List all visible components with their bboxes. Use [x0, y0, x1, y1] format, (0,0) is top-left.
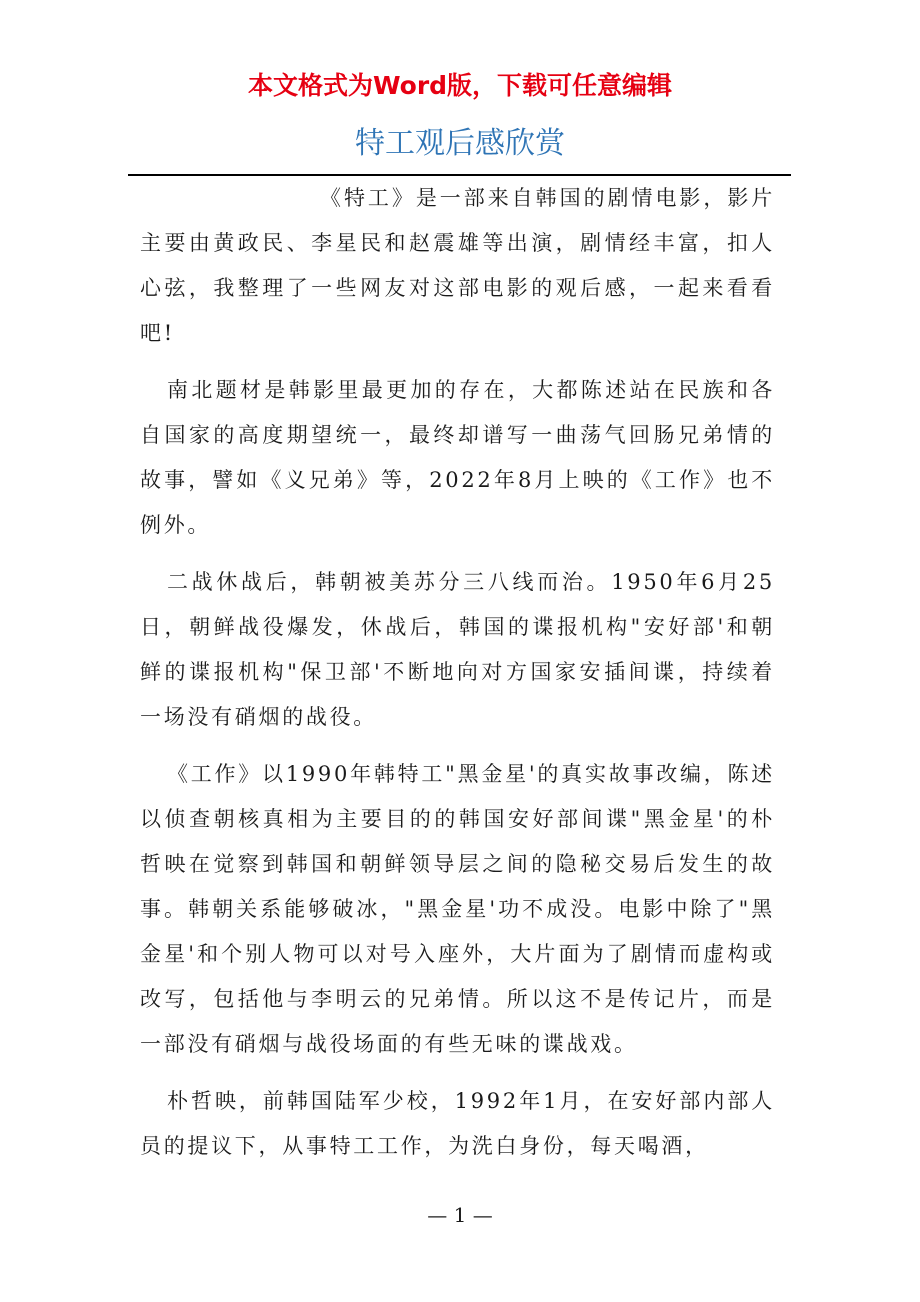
page-number: — 1 — — [427, 1203, 493, 1227]
page-title: 特工观后感欣赏 — [355, 126, 565, 161]
format-notice-banner: 本文格式为Word版，下载可任意编辑 — [247, 71, 673, 100]
article-body — [140, 176, 775, 1186]
paragraph-intro: 《特工》是一部来自韩国的剧情电影，影片主要由黄政民、李星民和赵震雄等出演，剧情经丰富，扣人心弦，我整理了一些网友对这部电影的观后感，一起来看看吧! — [140, 186, 775, 345]
paragraph-theme: 南北题材是韩影里最更加的存在，大都陈述站在民族和各自国家的高度期望统一，最终却谱写一曲荡气回肠兄弟情的故事，譬如《义兄弟》等，2022年8月上映的《工作》也不例外。 — [140, 378, 775, 537]
paragraph-plot: 《工作》以1990年韩特工"黑金星'的真实故事改编，陈述以侦查朝核真相为主要目的的韩国安好部间谍"黑金星'的朴哲映在觉察到韩国和朝鲜领导层之间的隐秘交易后发生的故事。韩朝关系能够破冰，"黑金星'功不成没。电影中除了"黑金星'和个别人物可以对号入座外，大片面为了剧情而虚构或改写，包括他与李明云的兄弟情。所以这不是传记片，而是一部没有硝烟与战役场面的有些无味的谍战戏。 — [140, 762, 775, 1056]
paragraph-character: 朴哲映，前韩国陆军少校，1992年1月，在安好部内部人员的提议下，从事特工工作，为洗白身份，每天喝酒， — [140, 1089, 775, 1158]
paragraph-history: 二战休战后，韩朝被美苏分三八线而治。1950年6月25日，朝鲜战役爆发，休战后，韩国的谍报机构"安好部'和朝鲜的谍报机构"保卫部'不断地向对方国家安插间谍，持续着一场没有硝烟的战役。 — [140, 570, 775, 729]
